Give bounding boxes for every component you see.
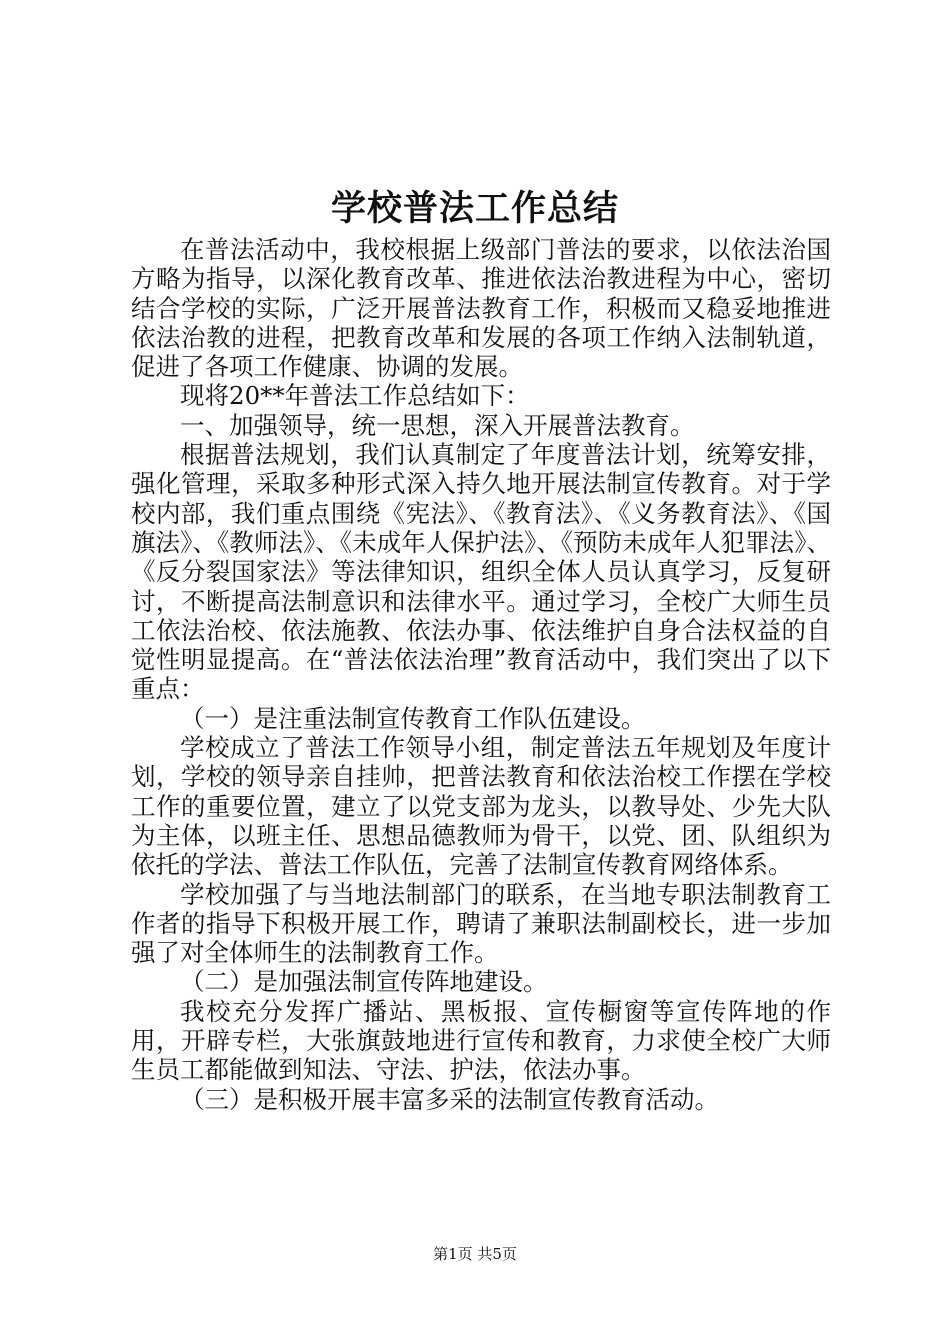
paragraph-intro: 在普法活动中，我校根据上级部门普法的要求，以依法治国方略为指导，以深化教育改革、推进依法治教进程为中心，密切结合学校的实际，广泛开展普法教育工作，积极而又稳妥地推进依法治教的进程，把教育改革和发展的各项工作纳入法制轨道，促进了各项工作健康、协调的发展。 — [131, 235, 831, 382]
paragraph-subsection-2: 我校充分发挥广播站、黑板报、宣传橱窗等宣传阵地的作用，开辟专栏，大张旗鼓地进行宣传和教育，力求使全校广大师生员工都能做到知法、守法、护法，依法办事。 — [131, 996, 831, 1085]
section-heading-1: 一、加强领导，统一思想，深入开展普法教育。 — [180, 410, 695, 440]
document-title: 学校普法工作总结 — [330, 188, 619, 229]
subheading-2: （二）是加强法制宣传阵地建设。 — [180, 967, 548, 997]
document-body — [131, 235, 831, 1114]
page-number: 第1页 共5页 — [433, 1245, 517, 1263]
paragraph-summary-lead: 现将20**年普法工作总结如下： — [180, 381, 530, 411]
subheading-3: （三）是积极开展丰富多采的法制宣传教育活动。 — [180, 1084, 719, 1114]
paragraph-subsection-1a: 学校成立了普法工作领导小组，制定普法五年规划及年度计划，学校的领导亲自挂帅，把普法教育和依法治校工作摆在学校工作的重要位置，建立了以党支部为龙头，以教导处、少先大队为主体，以班主任、思想品德教师为骨干，以党、团、队组织为依托的学法、普法工作队伍，完善了法制宣传教育网络体系。 — [131, 733, 831, 880]
paragraph-section-1: 根据普法规划，我们认真制定了年度普法计划，统筹安排，强化管理，采取多种形式深入持久地开展法制宣传教育。对于学校内部，我们重点围绕《宪法》、《教育法》、《义务教育法》、《国旗法》、《教师法》、《未成年人保护法》、《预防未成年人犯罪法》、《反分裂国家法》等法律知识，组织全体人员认真学习，反复研讨，不断提高法制意识和法律水平。通过学习，全校广大师生员工依法治校、依法施教、依法办事、依法维护自身合法权益的自觉性明显提高。在“普法依法治理”教育活动中，我们突出了以下重点： — [131, 440, 831, 704]
paragraph-subsection-1b: 学校加强了与当地法制部门的联系，在当地专职法制教育工作者的指导下积极开展工作，聘请了兼职法制副校长，进一步加强了对全体师生的法制教育工作。 — [131, 879, 831, 968]
subheading-1: （一）是注重法制宣传教育工作队伍建设。 — [180, 703, 646, 733]
